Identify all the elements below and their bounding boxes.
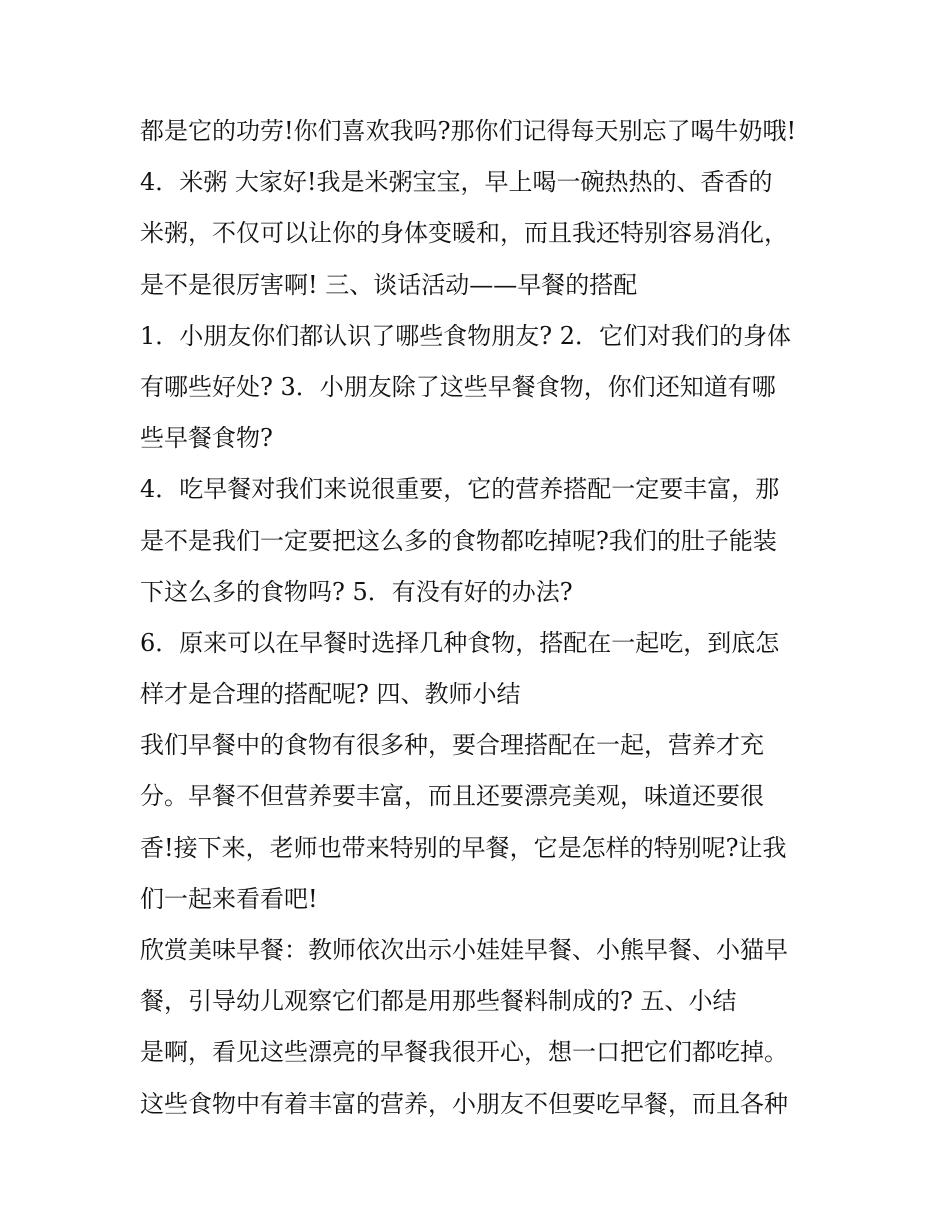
text-line: 香!接下来，老师也带来特别的早餐，它是怎样的特别呢?让我 bbox=[140, 833, 787, 862]
text-line: 4．吃早餐对我们来说很重要，它的营养搭配一定要丰富，那 bbox=[140, 475, 780, 504]
text-line: 这些食物中有着丰富的营养，小朋友不但要吃早餐，而且各种 bbox=[140, 1089, 788, 1118]
text-line: 4．米粥 大家好!我是米粥宝宝，早上喝一碗热热的、香香的 bbox=[140, 168, 773, 197]
text-line: 是不是很厉害啊! 三、谈话活动——早餐的搭配 bbox=[140, 270, 638, 299]
text-line: 下这么多的食物吗? 5．有没有好的办法? bbox=[140, 577, 573, 606]
text-line: 是啊，看见这些漂亮的早餐我很开心，想一口把它们都吃掉。 bbox=[140, 1038, 788, 1067]
text-line: 样才是合理的搭配呢? 四、教师小结 bbox=[140, 680, 521, 709]
body-text bbox=[140, 106, 820, 1130]
text-line: 6．原来可以在早餐时选择几种食物，搭配在一起吃，到底怎 bbox=[140, 628, 780, 657]
text-line: 都是它的功劳!你们喜欢我吗?那你们记得每天别忘了喝牛奶哦! bbox=[140, 117, 797, 145]
text-line: 分。早餐不但营养要丰富，而且还要漂亮美观，味道还要很 bbox=[140, 782, 764, 811]
text-line: 是不是我们一定要把这么多的食物都吃掉呢?我们的肚子能装 bbox=[140, 526, 777, 555]
text-line: 们一起来看看吧! bbox=[140, 884, 318, 913]
text-line: 餐，引导幼儿观察它们都是用那些餐料制成的? 五、小结 bbox=[140, 987, 737, 1016]
text-line: 有哪些好处? 3．小朋友除了这些早餐食物，你们还知道有哪 bbox=[140, 372, 776, 401]
text-line: 欣赏美味早餐：教师依次出示小娃娃早餐、小熊早餐、小猫早 bbox=[140, 936, 788, 964]
text-line: 我们早餐中的食物有很多种，要合理搭配在一起，营养才充 bbox=[140, 731, 764, 760]
text-line: 些早餐食物? bbox=[140, 424, 273, 453]
text-line: 1．小朋友你们都认识了哪些食物朋友? 2．它们对我们的身体 bbox=[140, 321, 792, 350]
text-line: 米粥，不仅可以让你的身体变暖和，而且我还特别容易消化， bbox=[140, 219, 788, 248]
